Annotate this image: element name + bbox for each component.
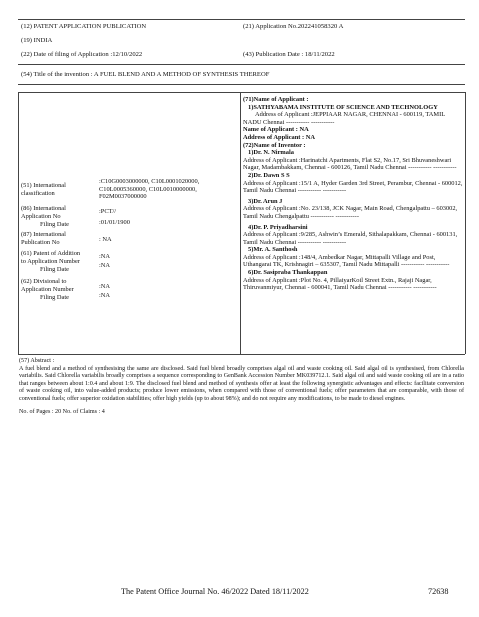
intl-app-label: (86) International (21, 205, 66, 212)
inventor-address: Address of Applicant :Plot No. 4, PillaiyarKoil Street Extn., Rajaji Nagar, Thiruvanmiyur, Chennai - 600041, Tamil Nadu Chennai ----------- ----------- (243, 276, 437, 292)
divisional-value: :NA (99, 292, 111, 299)
addition-value: :NA (99, 253, 111, 260)
divisional-label: (62) Divisional to (21, 278, 67, 285)
filing-date: (22) Date of filing of Application :12/10/2022 (21, 51, 143, 58)
addition-label: Filing Date (40, 266, 69, 273)
intl-app-value: :PCT// (99, 208, 117, 215)
intl-pub-value: : NA (99, 236, 112, 243)
inventor-name: 2)Dr. Dawn S S (248, 171, 290, 179)
inventor-address: Address of Applicant :No. 23/138, JCK Nagar, Main Road, Chengalpattu – 603002, Tamil Nadu Chengalpattu ----------- ----------- (243, 205, 458, 220)
classification-line: :C10G0003000000, C10L0001020000, (99, 178, 200, 185)
page-number: 72638 (428, 587, 449, 596)
divisional-label: Filing Date (40, 294, 69, 301)
inventor-address: Address of Applicant :Harinatchi Apartments, Flat S2, No.17, Sri Bhuvaneshwari Nagar, Madambakkam, Chennai - 600126, Tamil Nadu Chennai ----------- ----------- (243, 156, 457, 172)
classification-codes (99, 178, 239, 201)
applicant-address: Address of Applicant :JEPPIAAR NAGAR, CHENNAI - 600119, TAMIL NADU Chennai ----------- ----------- (243, 111, 445, 126)
publication-date: (43) Publication Date : 18/11/2022 (243, 51, 335, 58)
top-rule (18, 19, 465, 20)
addition-label: (61) Patent of Addition (21, 250, 81, 257)
table-column-divider (240, 92, 241, 354)
applicant-section (243, 96, 463, 292)
rule-after-title (18, 84, 465, 85)
applicant-address-na: Address of Applicant : NA (243, 133, 315, 141)
inventor-name: 4)Dr. P. Priyadharsini (248, 223, 308, 231)
table-bottom-rule (18, 354, 465, 355)
inventor-name: 3)Dr. Arun J (248, 197, 283, 205)
addition-label: to Application Number (21, 258, 80, 265)
addition-value: :NA (99, 262, 111, 269)
inventor-name: 1)Dr. N. Nirmala (248, 149, 294, 157)
intl-pub-label: (87) International (21, 231, 66, 238)
intl-pub-label: Publication No (21, 239, 60, 246)
inventor-name: 5)Mr. A. Santhosh (248, 246, 298, 254)
inventor-heading: (72)Name of Inventor : (243, 141, 306, 149)
divisional-value: :NA (99, 283, 111, 290)
intl-app-label: Application No (21, 213, 61, 220)
inventor-name: 6)Dr. Sasipraba Thankappan (248, 269, 328, 277)
publication-type: (12) PATENT APPLICATION PUBLICATION (21, 23, 147, 30)
country: (19) INDIA (21, 37, 53, 44)
abstract-section (19, 358, 464, 417)
classification-label: (51) International classification (21, 182, 66, 197)
applicant-heading: (71)Name of Applicant : (243, 96, 309, 103)
intl-app-label: Filing Date (40, 221, 69, 228)
abstract-text: A fuel blend and a method of synthesising the same are disclosed. Said fuel blend broadly comprises algal oil and waste cooking oil. Said algal oil is synthesised, from Chlorella variabilis. Said Chlorella variabilis broadly comprises a sequence corresponding to GenBank Accession Number MK039712.1. Said algal oil and said waste cooking oil are in a ratio that ranges between about 1:0.4 and about 1:9. The disclosed fuel blend and method of synthesis offer at least the following synergistic advantages and effects: facilitate conversion of waste cooking oil, into value-added products; produce lower emissions, when compared with those of conventional fuels; offer parameters that are comparable, with those of conventional fuels; offer superior oxidation stabilities; offer high yields (up to about 98%); and do not require any modifications, to be made to diesel engines. (19, 365, 464, 402)
intl-app-value: :01/01/1900 (99, 219, 130, 226)
rule-after-header (18, 64, 465, 65)
journal-footer: The Patent Office Journal No. 46/2022 Dated 18/11/2022 (121, 587, 309, 596)
classification-line: F02M0037000000 (99, 193, 147, 201)
pages-claims: No. of Pages : 20 No. of Claims : 4 (19, 409, 105, 415)
inventor-address: Address of Applicant :9/285, Ashwin’s Emerald, Sithalapakkam, Chennai - 600131, Tamil Nadu Chennai ----------- ----------- (243, 231, 458, 246)
application-number: (21) Application No.202241058320 A (243, 23, 344, 30)
abstract-heading: (57) Abstract : (19, 358, 55, 364)
invention-title: (54) Title of the invention : A FUEL BLEND AND A METHOD OF SYNTHESIS THEREOF (21, 71, 270, 78)
table-left-border (18, 92, 19, 354)
applicant-name-na: Name of Applicant : NA (243, 126, 309, 134)
table-top-rule (18, 92, 465, 93)
table-right-border (465, 92, 466, 354)
divisional-label: Application Number (21, 286, 74, 293)
classification-line: C10L0005360000, C10L0010000000, (99, 185, 197, 193)
applicant-name: 1)SATHYABAMA INSTITUTE OF SCIENCE AND TECHNOLOGY (248, 103, 438, 111)
inventor-address: Address of Applicant :148/4, Ambedkar Nagar, Mittapalli Village and Post, Uthangarai TK, Krishnagiri – 635307, Tamil Nadu Mittapalli ----------- ----------- (243, 253, 450, 269)
inventor-address: Address of Applicant :15/1 A, Hyder Garden 3rd Street, Perambur, Chennai - 600012, Tamil Nadu Chennai ----------- ----------- (243, 179, 463, 195)
